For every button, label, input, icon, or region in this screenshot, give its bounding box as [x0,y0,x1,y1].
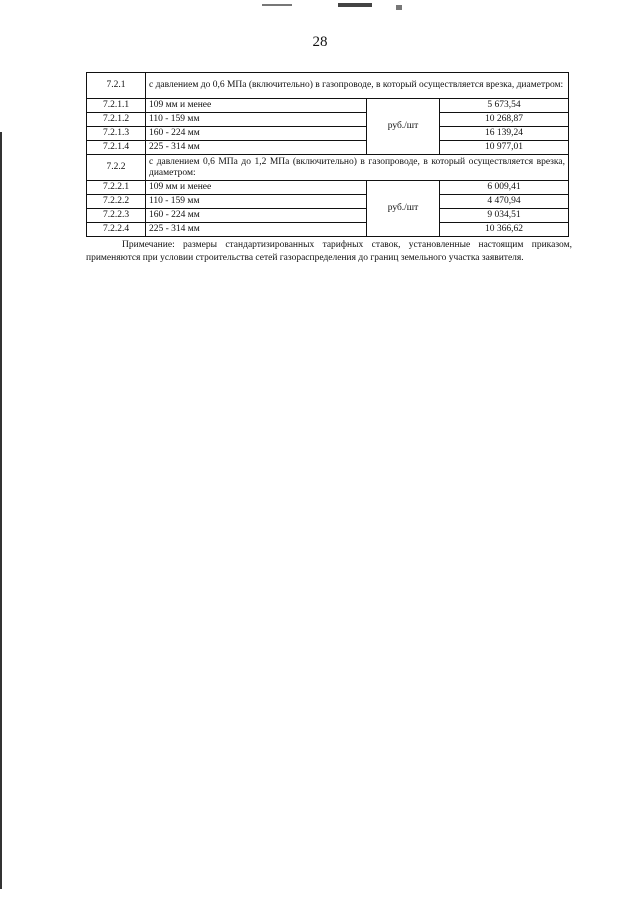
table-row [87,181,569,195]
table-row [87,195,569,209]
row-diameter: 110 - 159 мм [146,195,367,209]
unit-cell: руб./шт [367,99,440,155]
row-code: 7.2.2.2 [87,195,146,209]
row-value: 6 009,41 [440,181,569,195]
row-value: 9 034,51 [440,209,569,223]
row-code: 7.2.2.1 [87,181,146,195]
row-code: 7.2.2.3 [87,209,146,223]
table-row [87,127,569,141]
row-value: 5 673,54 [440,99,569,113]
table-row [87,223,569,237]
row-diameter: 109 мм и менее [146,99,367,113]
group-description: с давлением до 0,6 МПа (включительно) в газопроводе, в который осуществляется врезка, диаметром: [146,73,569,99]
group-description: с давлением 0,6 МПа до 1,2 МПа (включительно) в газопроводе, в который осуществляется врезка, диаметром: [146,155,569,181]
row-value: 10 268,87 [440,113,569,127]
scan-artifact [262,4,292,6]
row-diameter: 160 - 224 мм [146,209,367,223]
table-row [87,99,569,113]
row-diameter: 225 - 314 мм [146,141,367,155]
scan-artifact [338,3,372,7]
row-diameter: 110 - 159 мм [146,113,367,127]
row-value: 10 366,62 [440,223,569,237]
table-row-group-header [87,73,569,99]
table-row [87,113,569,127]
row-code: 7.2.2.4 [87,223,146,237]
tariff-table [86,72,569,237]
table-row [87,141,569,155]
table-row-group-header [87,155,569,181]
row-diameter: 160 - 224 мм [146,127,367,141]
row-code: 7.2.1.2 [87,113,146,127]
table-row [87,209,569,223]
unit-cell: руб./шт [367,181,440,237]
row-value: 10 977,01 [440,141,569,155]
group-code: 7.2.1 [87,73,146,99]
row-code: 7.2.1.3 [87,127,146,141]
footnote-text: Примечание: размеры стандартизированных тарифных ставок, установленные настоящим приказом, применяются при условии строительства сетей газораспределения до границ земельного участка заявителя. [86,240,572,263]
row-code: 7.2.1.4 [87,141,146,155]
scan-artifact [396,5,402,10]
row-diameter: 109 мм и менее [146,181,367,195]
page-number: 28 [312,34,328,50]
row-diameter: 225 - 314 мм [146,223,367,237]
row-value: 4 470,94 [440,195,569,209]
row-code: 7.2.1.1 [87,99,146,113]
group-code: 7.2.2 [87,155,146,181]
scan-margin-line [0,132,2,889]
row-value: 16 139,24 [440,127,569,141]
